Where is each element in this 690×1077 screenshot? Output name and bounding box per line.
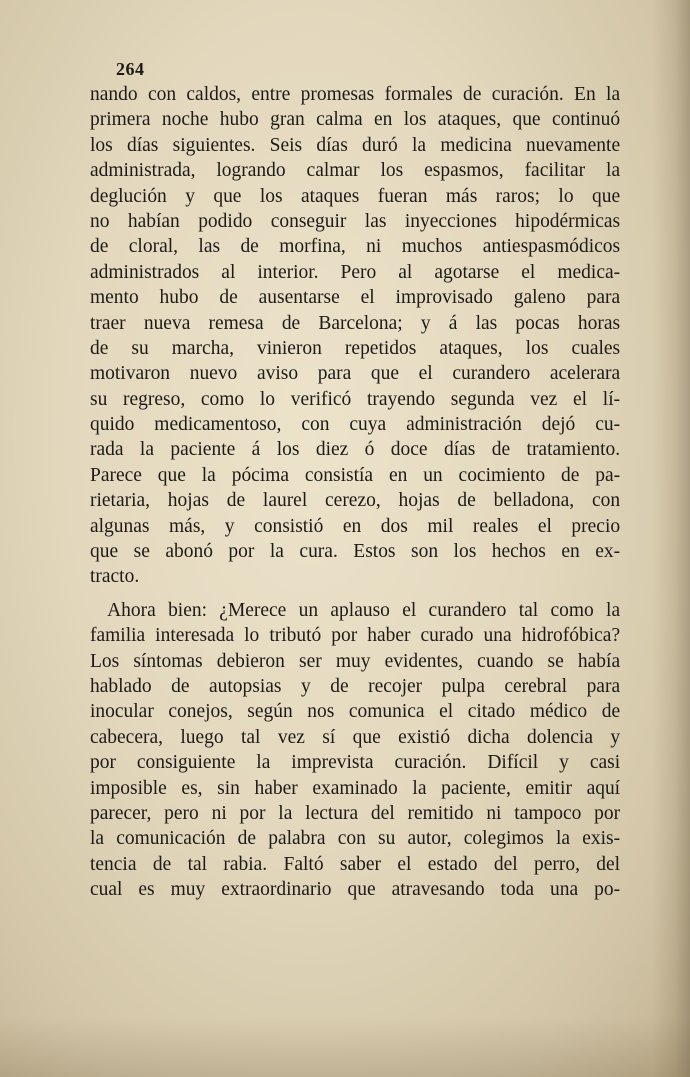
- text-line: parecer, pero ni por la lectura del remitido ni tampoco por: [90, 801, 621, 824]
- text-line: los días siguientes. Seis días duró la medicina nuevamente: [90, 133, 621, 156]
- paragraph-1: [90, 82, 620, 590]
- text-line: deglución y que los ataques fueran más raros; lo que: [90, 184, 621, 207]
- text-line: traer nueva remesa de Barcelona; y á las pocas horas: [90, 311, 621, 334]
- text-line: quido medicamentoso, con cuya administración dejó cu-: [90, 413, 621, 436]
- text-line: por consiguiente la imprevista curación. Difícil y casi: [90, 751, 621, 774]
- page-number: 264: [116, 59, 145, 79]
- text-line: rada la paciente á los diez ó doce días de tratamiento.: [90, 438, 621, 461]
- text-line: inocular conejos, según nos comunica el citado médico de: [90, 700, 621, 723]
- text-line: mento hubo de ausentarse el improvisado galeno para: [90, 286, 621, 309]
- text-line: Ahora bien: ¿Merece un aplauso el curandero tal como la: [107, 598, 621, 621]
- text-line: administrada, logrando calmar los espasmos, facilitar la: [90, 159, 621, 182]
- text-line: rietaria, hojas de laurel cerezo, hojas de belladona, con: [90, 489, 621, 512]
- text-block: [90, 56, 620, 903]
- page-edge-shadow: [652, 0, 690, 1077]
- page-bottom-shadow: [0, 1017, 690, 1077]
- text-line: hablado de autopsias y de recojer pulpa cerebral para: [90, 674, 621, 697]
- text-line: nando con caldos, entre promesas formales de curación. En la: [90, 83, 621, 105]
- text-line: su regreso, como lo verificó trayendo segunda vez el lí-: [90, 387, 621, 410]
- text-line: Parece que la pócima consistía en un cocimiento de pa-: [90, 463, 621, 486]
- text-line: de su marcha, vinieron repetidos ataques, los cuales: [90, 336, 621, 359]
- text-line: tencia de tal rabia. Faltó saber el estado del perro, del: [90, 852, 621, 875]
- text-line: primera noche hubo gran calma en los ataques, que continuó: [90, 108, 621, 131]
- text-line: tracto.: [90, 565, 140, 588]
- text-line: algunas más, y consistió en dos mil reales el precio: [90, 514, 621, 537]
- text-line: motivaron nuevo aviso para que el curandero acelerara: [90, 362, 621, 385]
- text-line: administrados al interior. Pero al agotarse el medica-: [90, 260, 621, 283]
- text-line: de cloral, las de morfina, ni muchos antiespasmódicos: [90, 235, 621, 258]
- paragraph-gap: [90, 590, 620, 598]
- text-line: cabecera, luego tal vez sí que existió dicha dolencia y: [90, 725, 621, 748]
- text-line: cual es muy extraordinario que atravesando toda una po-: [90, 878, 621, 901]
- paragraph-2: [90, 598, 620, 903]
- text-line: que se abonó por la cura. Estos son los hechos en ex-: [90, 540, 621, 563]
- text-line: familia interesada lo tributó por haber curado una hidrofóbica?: [90, 624, 621, 647]
- text-line: Los síntomas debieron ser muy evidentes, cuando se había: [90, 649, 621, 672]
- text-line: imposible es, sin haber examinado la paciente, emitir aquí: [90, 776, 621, 799]
- text-line: no habían podido conseguir las inyecciones hipodérmicas: [90, 209, 621, 232]
- text-line: la comunicación de palabra con su autor, colegimos la exis-: [90, 827, 621, 850]
